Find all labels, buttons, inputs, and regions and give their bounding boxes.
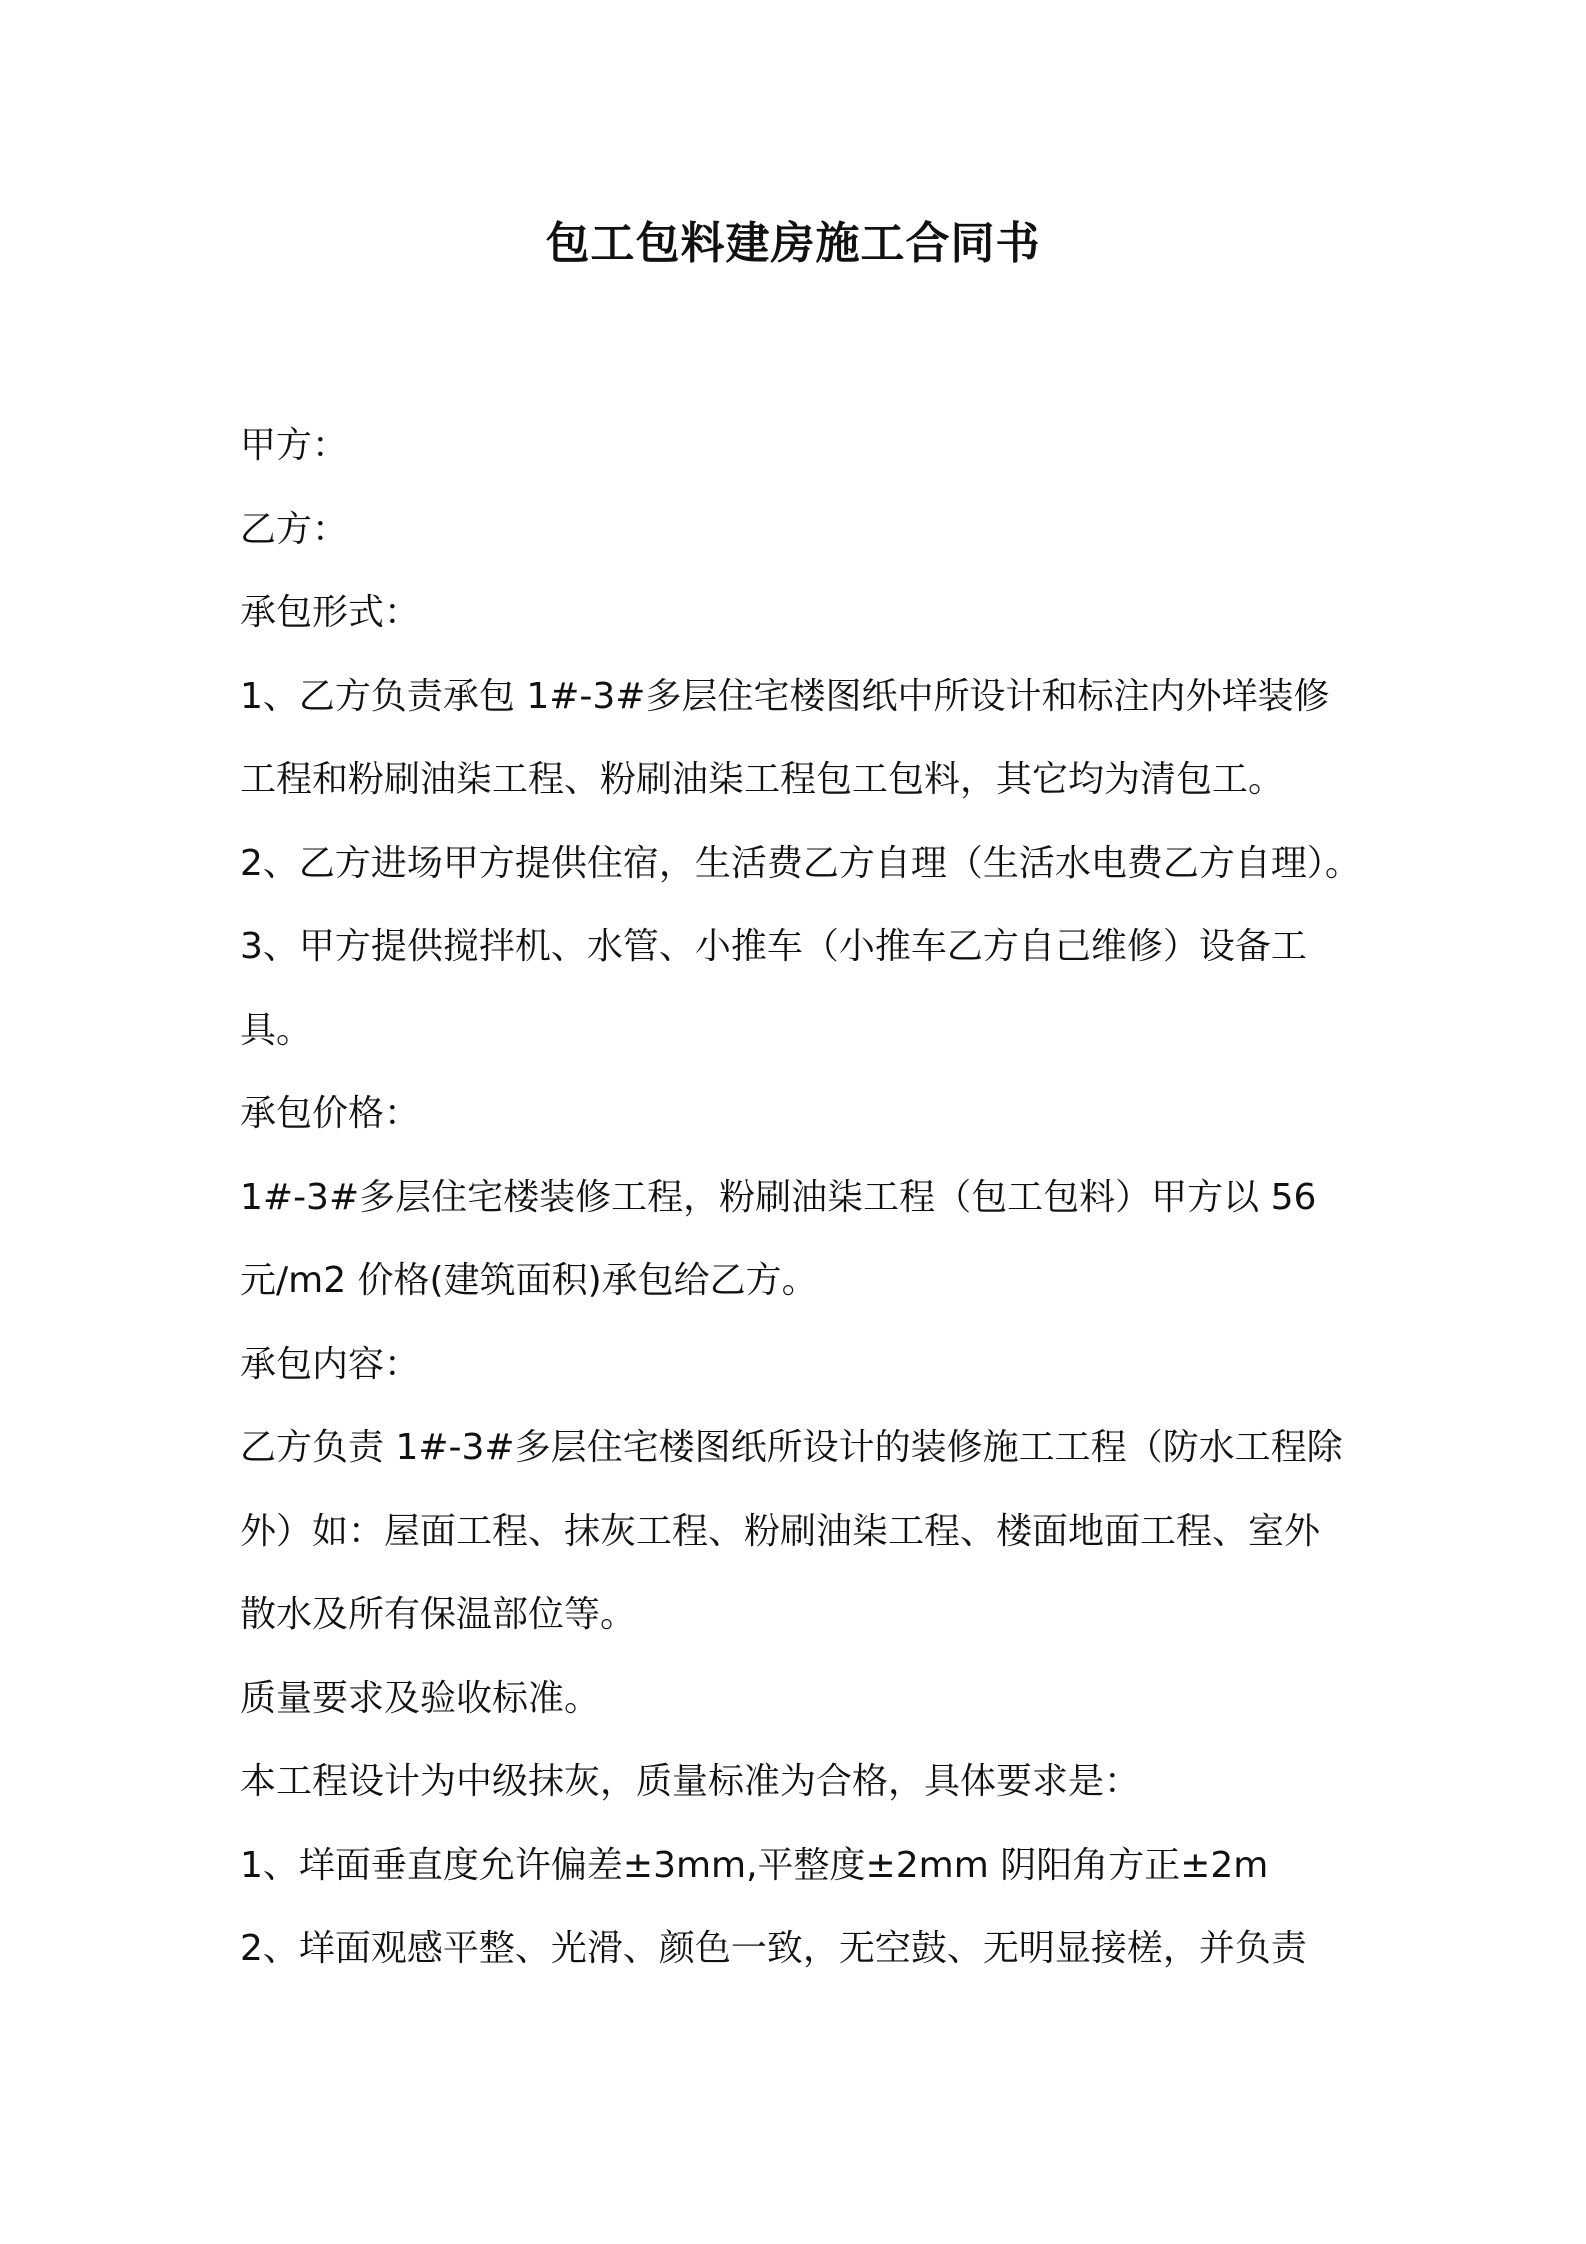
body-line: 本工程设计为中级抹灰，质量标准为合格，具体要求是：: [240, 1761, 1141, 1802]
body-line: 乙方负责 1#-3#多层住宅楼图纸所设计的装修施工工程（防水工程除: [240, 1427, 1343, 1468]
body-line: 外）如：屋面工程、抹灰工程、粉刷油柒工程、楼面地面工程、室外: [240, 1510, 1321, 1552]
body-line: 1#-3#多层住宅楼装修工程，粉刷油柒工程（包工包料）甲方以 56: [240, 1176, 1317, 1218]
party-a-line: 甲方：: [240, 425, 349, 466]
document-title: 包工包料建房施工合同书: [545, 218, 1041, 269]
party-b-line: 乙方：: [240, 508, 349, 550]
contract-form-heading: 承包形式：: [240, 592, 421, 633]
body-line: 散水及所有保温部位等。: [240, 1594, 637, 1635]
body-line: 工程和粉刷油柒工程、粉刷油柒工程包工包料，其它均为清包工。: [240, 759, 1285, 800]
body-line: 2、乙方进场甲方提供住宿，生活费乙方自理（生活水电费乙方自理）。: [240, 842, 1361, 884]
contract-price-heading: 承包价格：: [240, 1093, 421, 1134]
contract-content-heading: 承包内容：: [240, 1343, 421, 1385]
body-line: 1、垟面垂直度允许偏差±3mm,平整度±2mm 阴阳角方正±2m: [240, 1844, 1269, 1886]
body-line: 元/m2 价格(建筑面积)承包给乙方。: [240, 1260, 818, 1301]
body-line: 具。: [240, 1009, 313, 1051]
body-line: 3、甲方提供搅拌机、水管、小推车（小推车乙方自己维修）设备工: [240, 926, 1307, 967]
body-line: 2、垟面观感平整、光滑、颜色一致，无空鼓、无明显接槎，并负责: [240, 1928, 1307, 1969]
body-line: 1、乙方负责承包 1#-3#多层住宅楼图纸中所设计和标注内外垟装修: [240, 675, 1330, 717]
quality-heading: 质量要求及验收标准。: [240, 1677, 601, 1719]
document-body: [240, 404, 1361, 1991]
